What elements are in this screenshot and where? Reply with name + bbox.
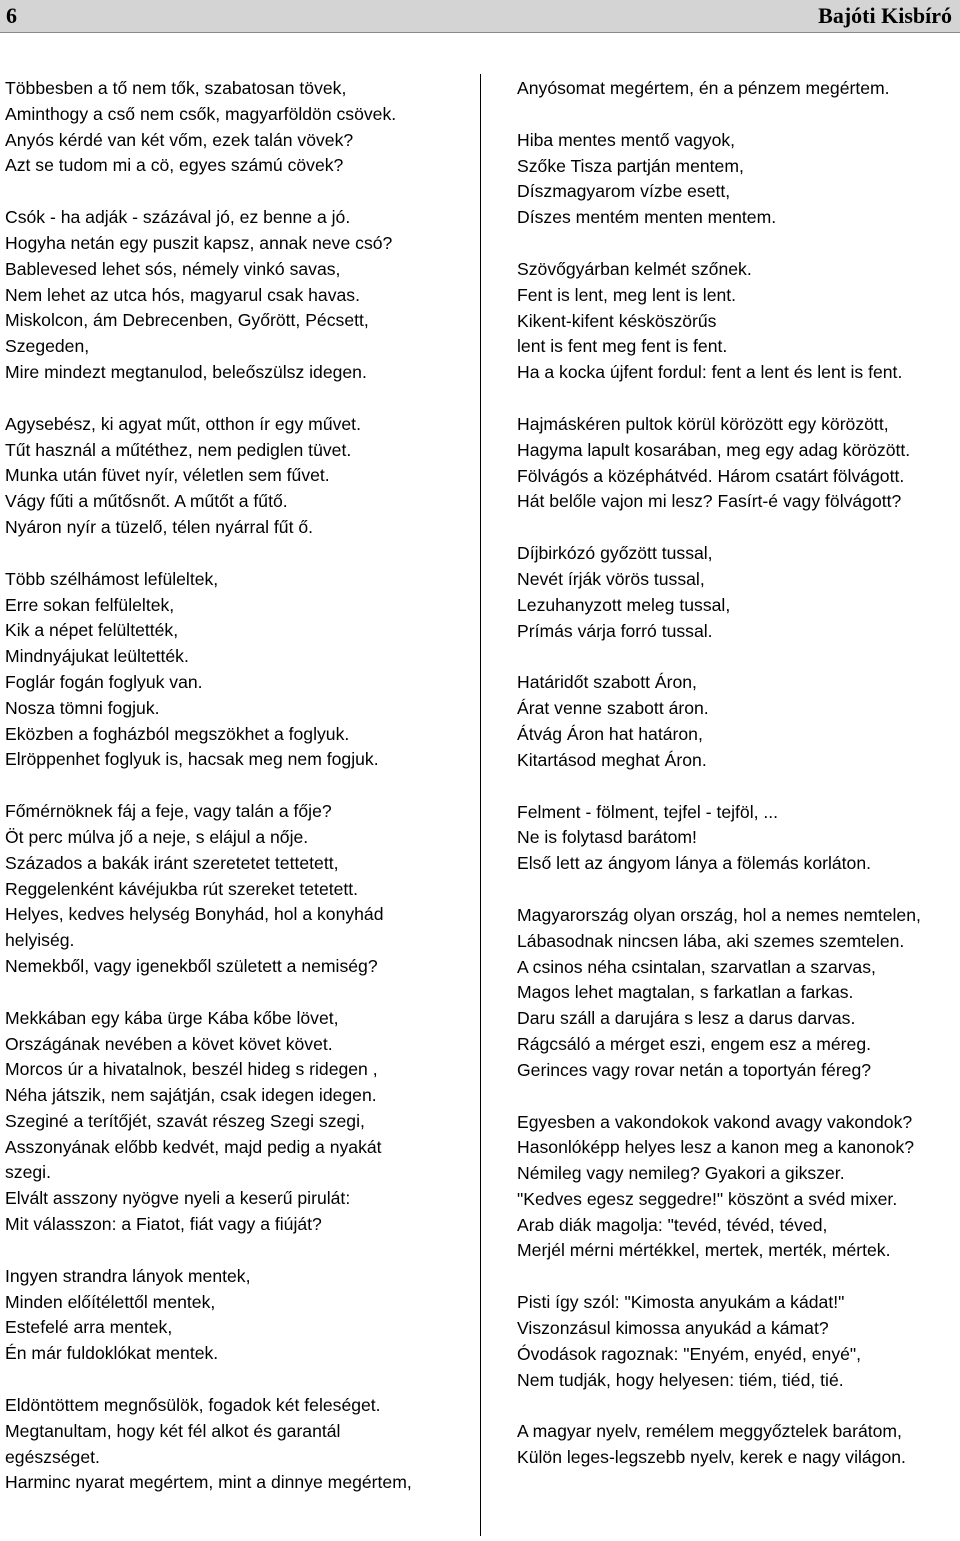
verse-line: Merjél mérni mértékkel, mertek, merték, mértek.	[517, 1240, 891, 1261]
stanza	[5, 1393, 465, 1496]
stanza	[5, 1006, 465, 1238]
verse-line: Ingyen strandra lányok mentek,	[5, 1265, 251, 1286]
verse-line: Szegeden,	[5, 336, 90, 357]
stanza	[517, 412, 957, 515]
verse-line: Országának nevében a követ követ követ.	[5, 1033, 333, 1054]
verse-line: Nem tudják, hogy helyesen: tiém, tiéd, tié.	[517, 1369, 844, 1390]
verse-line: Ha a kocka újfent fordul: fent a lent és lent is fent.	[517, 362, 903, 383]
verse-line: Mit válasszon: a Fiatot, fiát vagy a fiúját?	[5, 1214, 322, 1235]
verse-line: Eldöntöttem megnősülök, fogadok két feleséget.	[5, 1395, 381, 1416]
verse-line: Azt se tudom mi a cö, egyes számú cövek?	[5, 155, 344, 176]
verse-line: Árat venne szabott áron.	[517, 698, 709, 719]
verse-line: Munka után füvet nyír, véletlen sem fűvet.	[5, 465, 330, 486]
verse-line: Foglár fogán foglyuk van.	[5, 671, 203, 692]
verse-line: Egyesben a vakondokok vakond avagy vakondok?	[517, 1111, 913, 1132]
verse-line: Morcos úr a hivatalnok, beszél hideg s ridegen ,	[5, 1059, 378, 1080]
verse-line: Pisti így szól: "Kimosta anyukám a kádat!"	[517, 1292, 845, 1313]
verse-line: Anyós kérdé van két vőm, ezek talán vövek?	[5, 129, 354, 150]
verse-line: Daru száll a darujára s lesz a darus darvas.	[517, 1008, 856, 1029]
verse-line: Én már fuldoklókat mentek.	[5, 1343, 219, 1364]
verse-line: Határidőt szabott Áron,	[517, 672, 697, 693]
verse-line: Lezuhanyzott meleg tussal,	[517, 594, 731, 615]
verse-line: lent is fent meg fent is fent.	[517, 336, 728, 357]
verse-line: Első lett az ángyom lánya a fölemás korláton.	[517, 853, 872, 874]
stanza	[517, 128, 957, 231]
verse-line: Nyáron nyír a tüzelő, télen nyárral fűt ő.	[5, 516, 314, 537]
stanza	[5, 567, 465, 773]
verse-line: Minden előítélettől mentek,	[5, 1291, 216, 1312]
verse-line: Harminc nyarat megértem, mint a dinnye megértem,	[5, 1472, 412, 1493]
verse-line: Mire mindezt megtanulod, beleőszülsz idegen.	[5, 361, 367, 382]
verse-line: Nemekből, vagy igenekből született a nemiség?	[5, 955, 378, 976]
verse-line: Felment - fölment, tejfel - tejföl, ...	[517, 801, 779, 822]
verse-line: Kitartásod meghat Áron.	[517, 749, 707, 770]
verse-line: egészséget.	[5, 1446, 100, 1467]
verse-line: Hogyha netán egy puszit kapsz, annak neve csó?	[5, 232, 393, 253]
page-header	[0, 0, 960, 33]
verse-line: Óvodások ragoznak: "Enyém, enyéd, enyé",	[517, 1343, 862, 1364]
verse-line: Tűt használ a műtéthez, nem pediglen tüvet.	[5, 439, 352, 460]
verse-line: Kik a népet felültették,	[5, 620, 179, 641]
verse-line: Néha játszik, nem sajátján, csak idegen idegen.	[5, 1085, 377, 1106]
stanza	[5, 1264, 465, 1367]
right-column	[517, 76, 957, 1497]
verse-line: Fölvágós a középhátvéd. Három csatárt fölvágott.	[517, 465, 905, 486]
verse-line: Külön leges-legszebb nyelv, kerek e nagy világon.	[517, 1447, 906, 1468]
running-title: Bajóti Kisbíró	[818, 3, 952, 28]
verse-line: Elröppenhet foglyuk is, hacsak meg nem fogjuk.	[5, 749, 379, 770]
stanza	[5, 799, 465, 980]
page-number: 6	[6, 3, 17, 28]
verse-line: Vágy fűti a műtősnőt. A műtőt a fűtő.	[5, 491, 288, 512]
verse-line: Kikent-kifent késköszörűs	[517, 310, 717, 331]
verse-line: Aminthogy a cső nem csők, magyarföldön csövek.	[5, 103, 397, 124]
verse-line: Mekkában egy kába ürge Kába kőbe lövet,	[5, 1007, 339, 1028]
verse-line: Lábasodnak nincsen lába, aki szemes szemtelen.	[517, 930, 905, 951]
verse-line: Magyarország olyan ország, hol a nemes nemtelen,	[517, 904, 921, 925]
verse-line: Hát belőle vajon mi lesz? Fasírt-é vagy fölvágott?	[517, 491, 902, 512]
verse-line: Díjbirkózó győzött tussal,	[517, 543, 713, 564]
verse-line: Viszonzásul kimossa anyukád a kámat?	[517, 1318, 829, 1339]
stanza	[5, 76, 465, 179]
verse-line: Estefelé arra mentek,	[5, 1317, 173, 1338]
verse-line: Magos lehet magtalan, s farkatlan a farkas.	[517, 982, 854, 1003]
stanza	[517, 903, 957, 1084]
verse-line: szegi.	[5, 1162, 51, 1183]
verse-line: Fent is lent, meg lent is lent.	[517, 284, 737, 305]
verse-line: Elvált asszony nyögve nyeli a keserű pirulát:	[5, 1188, 351, 1209]
stanza	[517, 1110, 957, 1265]
verse-line: Asszonyának előbb kedvét, majd pedig a nyakát	[5, 1136, 382, 1157]
stanza	[517, 1290, 957, 1393]
verse-line: Hajmáskéren pultok körül körözött egy körözött,	[517, 413, 889, 434]
stanza	[517, 541, 957, 644]
verse-line: Szeginé a terítőjét, szavát részeg Szegi szegi,	[5, 1110, 365, 1131]
verse-line: Bablevesed lehet sós, némely vinkó savas,	[5, 258, 341, 279]
verse-line: Miskolcon, ám Debrecenben, Győrött, Pécsett,	[5, 310, 369, 331]
verse-line: Átvág Áron hat határon,	[517, 723, 703, 744]
verse-line: Szőke Tisza partján mentem,	[517, 155, 744, 176]
verse-line: Reggelenként kávéjukba rút szereket tetetett.	[5, 878, 359, 899]
verse-line: Némileg vagy nemileg? Gyakori a gikszer.	[517, 1163, 845, 1184]
verse-line: Helyes, kedves helység Bonyhád, hol a konyhád	[5, 904, 384, 925]
verse-line: Gerinces vagy rovar netán a toportyán féreg?	[517, 1059, 872, 1080]
stanza	[5, 205, 465, 386]
column-divider	[480, 74, 481, 1536]
verse-line: Többesben a tő nem tők, szabatosan tövek,	[5, 78, 347, 98]
verse-line: A magyar nyelv, remélem meggyőztelek barátom,	[517, 1421, 902, 1442]
verse-line: Hiba mentes mentő vagyok,	[517, 129, 736, 150]
verse-line: Nem lehet az utca hós, magyarul csak havas.	[5, 284, 360, 305]
verse-line: Nevét írják vörös tussal,	[517, 568, 705, 589]
verse-line: Prímás várja forró tussal.	[517, 620, 713, 641]
verse-line: Ne is folytasd barátom!	[517, 827, 697, 848]
left-column	[5, 76, 465, 1522]
stanza	[517, 257, 957, 386]
verse-line: Hasonlóképp helyes lesz a kanon meg a kanonok?	[517, 1137, 915, 1158]
verse-line: A csinos néha csintalan, szarvatlan a szarvas,	[517, 956, 876, 977]
verse-line: Szövőgyárban kelmét szőnek.	[517, 258, 752, 279]
verse-line: Hagyma lapult kosarában, meg egy adag körözött.	[517, 439, 911, 460]
verse-line: Agysebész, ki agyat műt, otthon ír egy művet.	[5, 413, 361, 434]
verse-line: Díszes mentém menten mentem.	[517, 207, 777, 228]
stanza	[517, 76, 957, 102]
verse-line: Díszmagyarom vízbe esett,	[517, 181, 731, 202]
verse-line: Rágcsáló a mérget eszi, engem esz a méreg.	[517, 1033, 871, 1054]
verse-line: Anyósomat megértem, én a pénzem megértem.	[517, 78, 890, 98]
verse-line: Megtanultam, hogy két fél alkot és garantál	[5, 1420, 341, 1441]
verse-line: Több szélhámost lefüleltek,	[5, 568, 219, 589]
verse-line: Mindnyájukat leültették.	[5, 646, 189, 667]
verse-line: Eközben a fogházból megszökhet a foglyuk.	[5, 723, 350, 744]
verse-line: Nosza tömni fogjuk.	[5, 697, 160, 718]
stanza	[517, 670, 957, 773]
verse-line: Öt perc múlva jő a neje, s elájul a nője.	[5, 826, 309, 847]
verse-line: Arab diák magolja: "tevéd, tévéd, téved,	[517, 1214, 828, 1235]
verse-line: Erre sokan felfüleltek,	[5, 594, 175, 615]
verse-line: Csók - ha adják - százával jó, ez benne a jó.	[5, 207, 351, 228]
stanza	[517, 800, 957, 877]
stanza	[517, 1419, 957, 1471]
verse-line: Százados a bakák iránt szeretetet tettetett,	[5, 852, 339, 873]
stanza	[5, 412, 465, 541]
verse-line: Főmérnöknek fáj a feje, vagy talán a fője?	[5, 801, 332, 822]
verse-line: "Kedves egesz seggedre!" köszönt a svéd mixer.	[517, 1188, 898, 1209]
verse-line: helyiség.	[5, 930, 75, 951]
